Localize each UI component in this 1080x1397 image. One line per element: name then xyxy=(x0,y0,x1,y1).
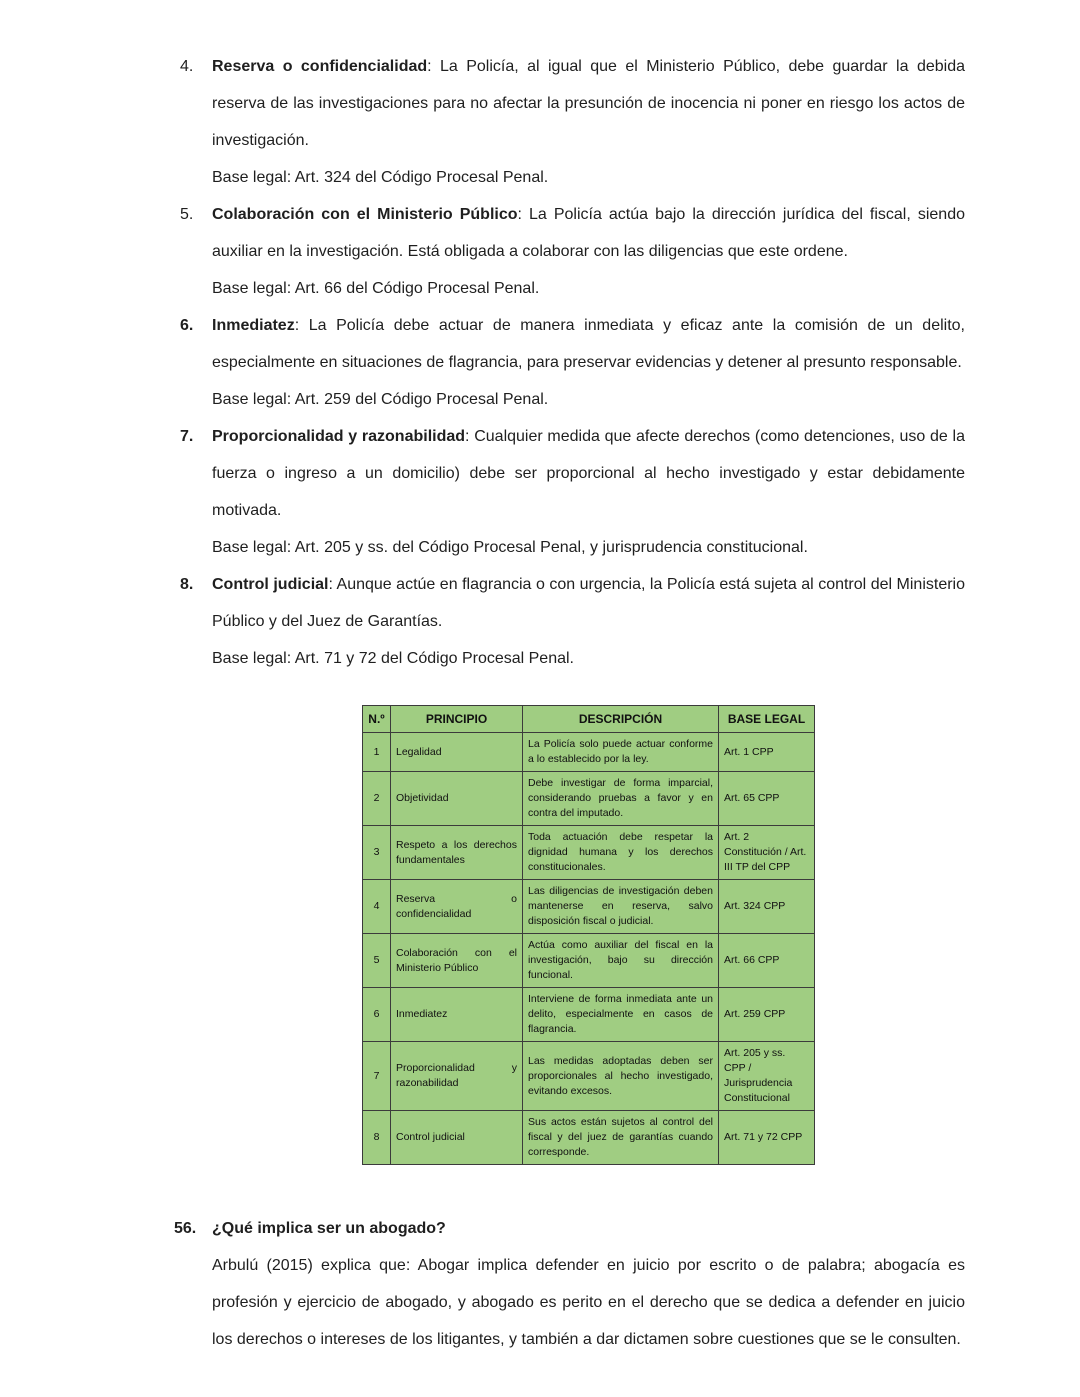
item-title: Proporcionalidad y razonabilidad xyxy=(212,428,466,445)
item-title: Inmediatez xyxy=(212,317,295,334)
question-title: ¿Qué implica ser un abogado? xyxy=(212,1220,446,1237)
item-title: Colaboración con el Ministerio Público xyxy=(212,206,518,223)
item-base-legal: Base legal: Art. 66 del Código Procesal Penal. xyxy=(212,280,540,297)
principles-table-wrapper xyxy=(362,705,814,1165)
item-body: : La Policía, al igual que el Ministerio Público, debe guardar la debida reserva de las investigaciones para no afectar la presunción de inocencia ni poner en riesgo los actos de investigación. xyxy=(212,58,965,149)
header-cell-descripcion: DESCRIPCIÓN xyxy=(523,706,719,733)
cell-principio: Respeto a los derechos fundamentales xyxy=(391,826,523,880)
cell-base-legal: Art. 65 CPP xyxy=(719,772,815,826)
item-number: 4. xyxy=(180,58,194,75)
cell-base-legal: Art. 2 Constitución / Art. III TP del CPP xyxy=(719,826,815,880)
cell-principio: Objetividad xyxy=(391,772,523,826)
cell-base-legal: Art. 1 CPP xyxy=(719,733,815,772)
question-body: Arbulú (2015) explica que: Abogar implica defender en juicio por escrito o de palabra; abogacía es profesión y ejercicio de abogado, y abogado es perito en el derecho que se dedica a defender en juicio los derechos o intereses de los litigantes, y también a dar dictamen sobre cuestiones que se le consulten. xyxy=(212,1257,965,1348)
table-row xyxy=(363,826,815,880)
table-row xyxy=(363,934,815,988)
cell-numero: 8 xyxy=(363,1111,391,1165)
cell-base-legal: Art. 66 CPP xyxy=(719,934,815,988)
cell-numero: 6 xyxy=(363,988,391,1042)
cell-descripcion: Las diligencias de investigación deben mantenerse en reserva, salvo disposición fiscal o judicial. xyxy=(523,880,719,934)
item-title: Reserva o confidencialidad xyxy=(212,58,428,75)
table-row xyxy=(363,988,815,1042)
item-body: : Aunque actúe en flagrancia o con urgencia, la Policía está sujeta al control del Ministerio Público y del Juez de Garantías. xyxy=(212,576,965,630)
cell-numero: 5 xyxy=(363,934,391,988)
cell-numero: 4 xyxy=(363,880,391,934)
item-number: 6. xyxy=(180,317,194,334)
cell-base-legal: Art. 71 y 72 CPP xyxy=(719,1111,815,1165)
item-body: : La Policía debe actuar de manera inmediata y eficaz ante la comisión de un delito, especialmente en situaciones de flagrancia, para preservar evidencias y detener al presunto responsable. xyxy=(212,317,965,371)
cell-principio: Colaboración con el Ministerio Público xyxy=(391,934,523,988)
cell-numero: 2 xyxy=(363,772,391,826)
list-item-4 xyxy=(180,48,965,196)
table-row xyxy=(363,1042,815,1111)
cell-numero: 7 xyxy=(363,1042,391,1111)
table-row xyxy=(363,1111,815,1165)
item-title: Control judicial xyxy=(212,576,329,593)
cell-descripcion: Actúa como auxiliar del fiscal en la investigación, bajo su dirección funcional. xyxy=(523,934,719,988)
table-header-row xyxy=(363,706,815,733)
item-base-legal: Base legal: Art. 205 y ss. del Código Procesal Penal, y jurisprudencia constitucional. xyxy=(212,539,808,556)
cell-principio: Inmediatez xyxy=(391,988,523,1042)
cell-principio: Control judicial xyxy=(391,1111,523,1165)
table-row xyxy=(363,772,815,826)
list-item-7 xyxy=(180,418,966,566)
header-cell-numero: N.º xyxy=(363,706,391,733)
principles-table xyxy=(362,705,815,1165)
cell-descripcion: La Policía solo puede actuar conforme a lo establecido por la ley. xyxy=(523,733,719,772)
cell-descripcion: Toda actuación debe respetar la dignidad humana y los derechos constitucionales. xyxy=(523,826,719,880)
question-56 xyxy=(174,1210,965,1358)
list-item-8 xyxy=(180,566,965,677)
cell-principio: Proporcionalidad y razonabilidad xyxy=(391,1042,523,1111)
cell-base-legal: Art. 324 CPP xyxy=(719,880,815,934)
item-number: 7. xyxy=(180,428,194,445)
table-row xyxy=(363,733,815,772)
cell-descripcion: Sus actos están sujetos al control del fiscal y del juez de garantías cuando corresponde. xyxy=(523,1111,719,1165)
header-cell-principio: PRINCIPIO xyxy=(391,706,523,733)
question-number: 56. xyxy=(174,1220,197,1237)
list-item-6 xyxy=(180,307,965,418)
item-base-legal: Base legal: Art. 71 y 72 del Código Procesal Penal. xyxy=(212,650,574,667)
cell-descripcion: Las medidas adoptadas deben ser proporcionales al hecho investigado, evitando excesos. xyxy=(523,1042,719,1111)
item-base-legal: Base legal: Art. 324 del Código Procesal Penal. xyxy=(212,169,549,186)
cell-principio: Reserva o confidencialidad xyxy=(391,880,523,934)
cell-base-legal: Art. 259 CPP xyxy=(719,988,815,1042)
header-cell-base-legal: BASE LEGAL xyxy=(719,706,815,733)
item-number: 8. xyxy=(180,576,194,593)
item-body: : Cualquier medida que afecte derechos (como detenciones, uso de la fuerza o ingreso a un domicilio) debe ser proporcional al hecho investigado y estar debidamente motivada. xyxy=(212,428,966,519)
cell-base-legal: Art. 205 y ss. CPP / Jurisprudencia Constitucional xyxy=(719,1042,815,1111)
cell-numero: 1 xyxy=(363,733,391,772)
list-item-5 xyxy=(180,196,965,307)
cell-numero: 3 xyxy=(363,826,391,880)
table-row xyxy=(363,880,815,934)
item-number: 5. xyxy=(180,206,194,223)
cell-descripcion: Interviene de forma inmediata ante un delito, especialmente en casos de flagrancia. xyxy=(523,988,719,1042)
cell-principio: Legalidad xyxy=(391,733,523,772)
cell-descripcion: Debe investigar de forma imparcial, considerando pruebas a favor y en contra del imputado. xyxy=(523,772,719,826)
item-base-legal: Base legal: Art. 259 del Código Procesal Penal. xyxy=(212,391,549,408)
item-body: : La Policía actúa bajo la dirección jurídica del fiscal, siendo auxiliar en la investigación. Está obligada a colaborar con las diligencias que este ordene. xyxy=(212,206,965,260)
